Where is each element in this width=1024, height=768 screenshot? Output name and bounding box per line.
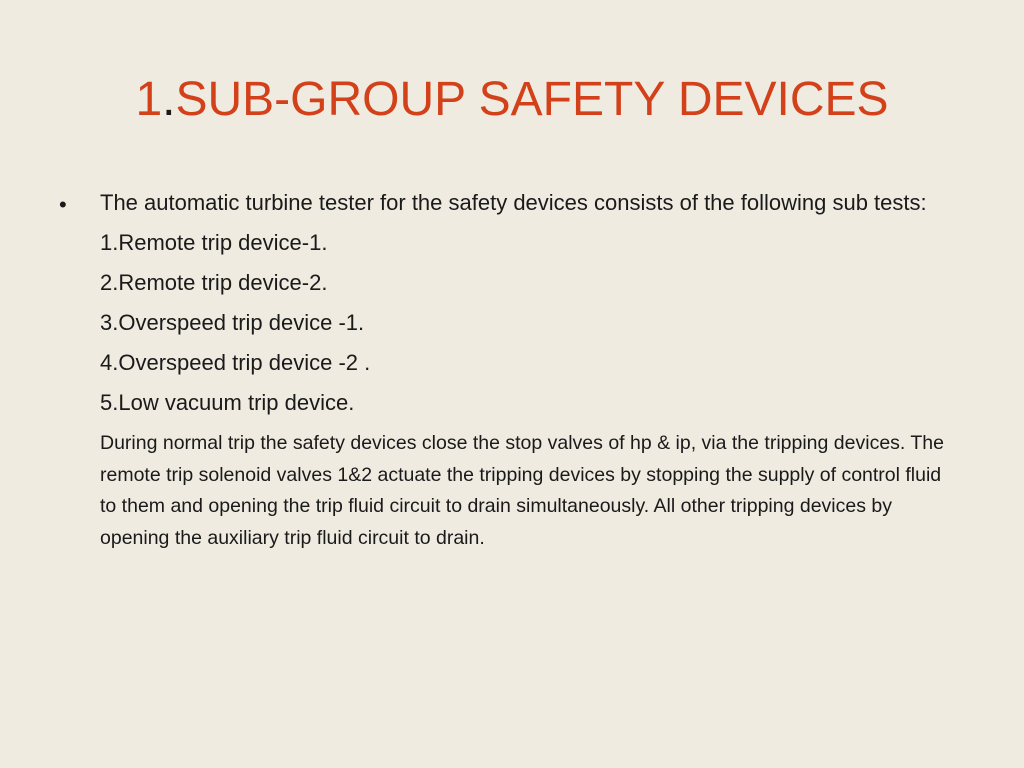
sub-test-list	[100, 226, 960, 420]
list-item: 1.Remote trip device-1.	[100, 230, 328, 255]
slide-title	[0, 70, 1024, 130]
bullet-intro	[59, 186, 960, 220]
slide-content	[59, 186, 960, 554]
title-number: 1	[135, 73, 163, 126]
bullet-icon: •	[59, 192, 67, 217]
list-item: 2.Remote trip device-2.	[100, 270, 328, 295]
title-text: SUB-GROUP SAFETY DEVICES	[175, 73, 889, 126]
description-paragraph: During normal trip the safety devices close the stop valves of hp & ip, via the tripping devices. The remote trip solenoid valves 1&2 actuate the tripping devices by stopping the supply of control fluid to them and opening the trip fluid circuit to drain simultaneously. All other tripping devices by opening the auxiliary trip fluid circuit to drain.	[100, 432, 944, 549]
list-item: 3.Overspeed trip device -1.	[100, 310, 365, 335]
intro-text: The automatic turbine tester for the safety devices consists of the following sub tests:	[100, 190, 927, 215]
title-dot: .	[162, 73, 176, 126]
list-item: 4.Overspeed trip device -2 .	[100, 350, 371, 375]
list-item: 5.Low vacuum trip device.	[100, 390, 355, 415]
